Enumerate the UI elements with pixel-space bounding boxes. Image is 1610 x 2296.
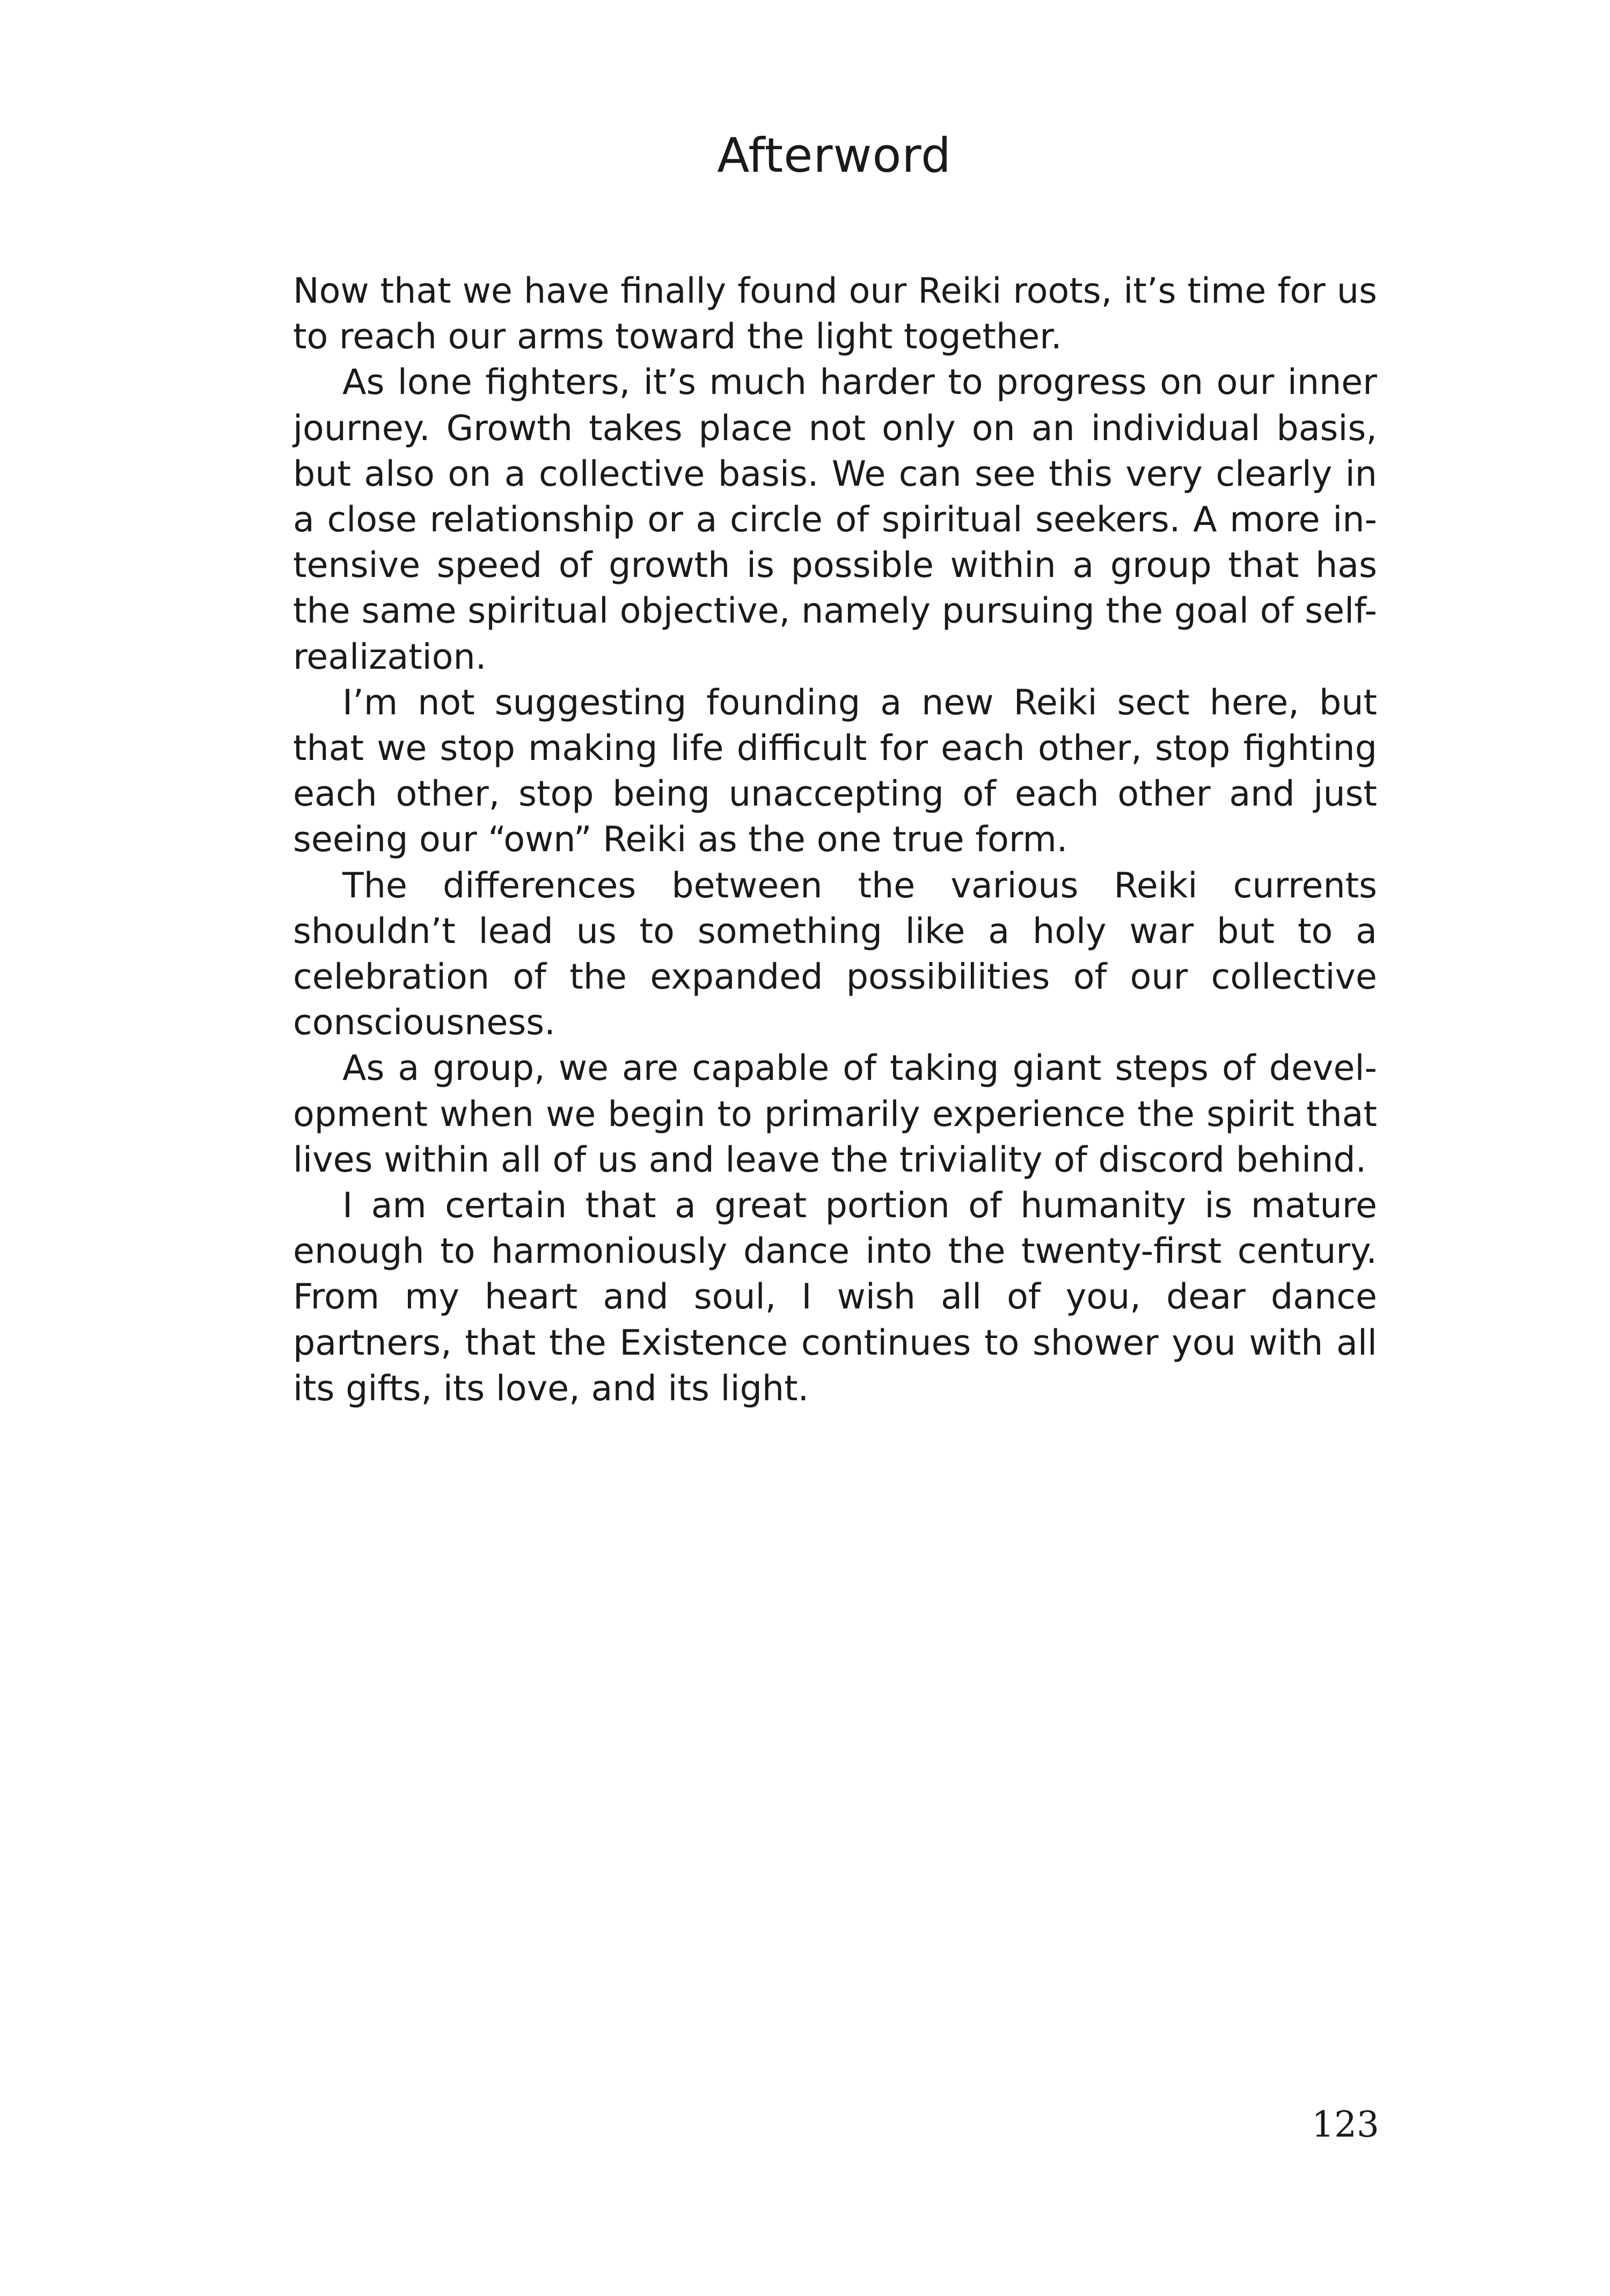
page-number: 123 [1312,2104,1379,2145]
paragraph-6: I am certain that a great portion of humanity is mature enough to harmoniously dance into the twenty-first century. From my heart and soul, I wish all of you, dear dance partners, that the Existence continues to shower you with all its gifts, its love, and its light. [293,1186,1377,1409]
paragraph-4: The differences between the various Reiki currents shouldn’t lead us to something like a holy war but to a celebration of the expanded possibilities of our collective consciousness. [293,865,1377,1043]
chapter-title: Afterword [717,128,952,183]
body-text [293,268,1377,1412]
paragraph-5: As a group, we are capable of taking giant steps of development when we begin to primarily experience the spirit that lives within all of us and leave the triviality of discord behind. [293,1048,1377,1180]
paragraph-1: Now that we have finally found our Reiki roots, it’s time for us to reach our arms toward the light together. [293,271,1377,357]
paragraph-3: I’m not suggesting founding a new Reiki sect here, but that we stop making life difficult for each other, stop fighting each other, stop being unaccepting of each other and just seeing our “own” Reiki as the one true form. [293,682,1377,860]
paragraph-2: As lone fighters, it’s much harder to progress on our inner journey. Growth takes place not only on an individual basis, but also on a collective basis. We can see this very clearly in a close relationship or a circle of spiritual seekers. A more intensive speed of growth is possible within a group that has the same spiritual objective, namely pursuing the goal of self-realization. [293,362,1377,677]
